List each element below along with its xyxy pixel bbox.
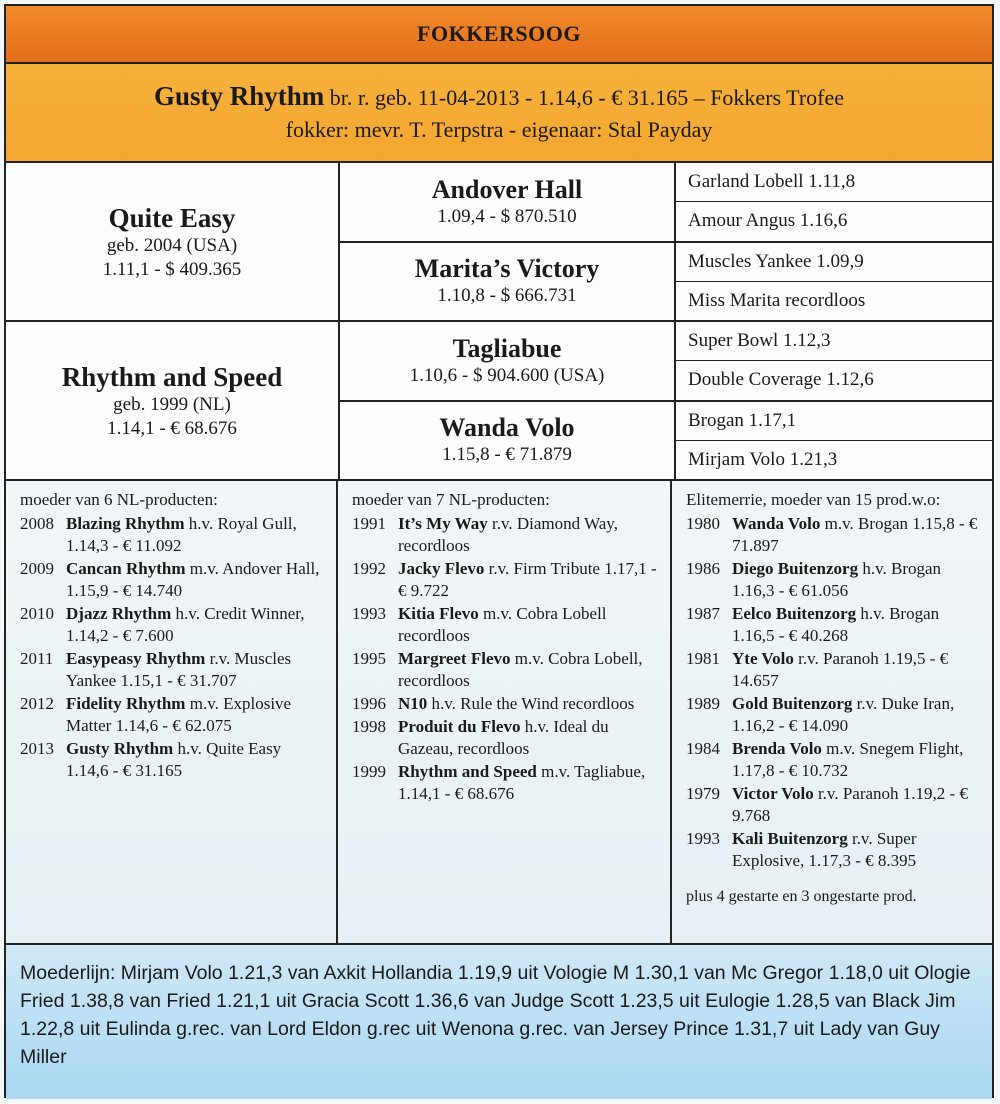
dam-record: 1.14,1 - € 68.676 [107, 417, 237, 439]
dam-cell [6, 320, 338, 479]
sire-name: Quite Easy [108, 202, 236, 233]
progeny-entry [686, 828, 982, 872]
breeder-owner: fokker: mevr. T. Terpstra - eigenaar: Stal Payday [285, 116, 713, 142]
progeny-entry [20, 513, 326, 557]
progeny-name: Yte Volo [732, 649, 794, 668]
progeny-entry [686, 783, 982, 827]
progeny-details: h.v. Brogan 1.16,5 - € 40.268 [732, 604, 940, 645]
grandparents-column [340, 163, 676, 479]
progeny-name: Wanda Volo [732, 514, 821, 533]
dam-dam-cell [340, 400, 674, 480]
progeny-entry [686, 648, 982, 692]
progeny-extra-note: plus 4 gestarte en 3 ongestarte prod. [686, 888, 917, 905]
progeny-entry [686, 558, 982, 602]
progeny-year: 2008 [20, 514, 54, 533]
horse-summary [154, 80, 844, 114]
horse-header [6, 64, 992, 163]
progeny-year: 1989 [686, 694, 720, 713]
great-granddam-progeny-column [672, 481, 992, 943]
progeny-name: Blazing Rhythm [66, 514, 185, 533]
progeny-text [66, 738, 326, 782]
progeny-entry [20, 738, 326, 782]
progeny-name: Kitia Flevo [398, 604, 479, 623]
progeny-text [398, 648, 660, 692]
dam-dam-name: Wanda Volo [439, 413, 575, 443]
great-grandparent: Amour Angus 1.16,6 [676, 201, 992, 240]
dam-progeny-column [6, 481, 338, 943]
progeny-year: 1986 [686, 559, 720, 578]
progeny-text [66, 513, 326, 557]
progeny-entry [20, 648, 326, 692]
progeny-intro: moeder van 7 NL-producten: [352, 490, 550, 509]
progeny-details: m.v. Cobra Lobell recordloos [398, 604, 607, 645]
progeny-text [398, 603, 660, 647]
progeny-year: 1995 [352, 649, 386, 668]
progeny-entry [20, 693, 326, 737]
progeny-year: 1993 [352, 604, 386, 623]
great-grandparent: Muscles Yankee 1.09,9 [676, 241, 992, 281]
progeny-entry [20, 603, 326, 647]
progeny-year: 1984 [686, 739, 720, 758]
progeny-year: 1991 [352, 514, 386, 533]
progeny-intro: Elitemerrie, moeder van 15 prod.w.o: [686, 490, 941, 509]
parents-column [6, 163, 340, 479]
progeny-name: Jacky Flevo [398, 559, 485, 578]
horse-details: br. r. geb. 11-04-2013 - 1.14,6 - € 31.165 – Fokkers Trofee [324, 84, 845, 110]
progeny-name: Cancan Rhythm [66, 559, 186, 578]
progeny-entry [686, 738, 982, 782]
sire-record: 1.11,1 - $ 409.365 [102, 258, 242, 280]
dam-name: Rhythm and Speed [61, 361, 283, 392]
dam-sire-cell [340, 320, 674, 400]
progeny-name: N10 [398, 694, 428, 713]
great-grandparent: Double Coverage 1.12,6 [676, 360, 992, 399]
progeny-details: m.v. Brogan 1.15,8 - € 71.897 [732, 514, 978, 555]
progeny-name: Brenda Volo [732, 739, 822, 758]
page-title: FOKKERSOOG [6, 6, 992, 64]
progeny-year: 1987 [686, 604, 720, 623]
progeny-details: r.v. Firm Tribute 1.17,1 - € 9.722 [398, 559, 657, 600]
progeny-name: Kali Buitenzorg [732, 829, 848, 848]
progeny-entry [352, 603, 660, 647]
progeny-text [66, 558, 326, 602]
progeny-name: Rhythm and Speed [398, 762, 537, 781]
progeny-list [20, 513, 326, 782]
progeny-entry [686, 513, 982, 557]
progeny-details: r.v. Diamond Way, recordloos [398, 514, 618, 555]
progeny-name: Fidelity Rhythm [66, 694, 186, 713]
progeny-details: r.v. Super Explosive, 1.17,3 - € 8.395 [732, 829, 917, 870]
progeny-entry [686, 603, 982, 647]
progeny-entry [352, 693, 660, 715]
pedigree-grid [6, 163, 992, 481]
progeny-year: 1993 [686, 829, 720, 848]
progeny-entry [352, 716, 660, 760]
progeny-year: 1979 [686, 784, 720, 803]
progeny-text [732, 828, 982, 872]
progeny-entry [352, 761, 660, 805]
progeny-name: Gusty Rhythm [66, 739, 174, 758]
pedigree-sheet [4, 4, 994, 1098]
progeny-details: h.v. Ideal du Gazeau, recordloos [398, 717, 609, 758]
dam-born: geb. 1999 (NL) [113, 393, 231, 415]
progeny-year: 1996 [352, 694, 386, 713]
progeny-name: Diego Buitenzorg [732, 559, 859, 578]
progeny-section [6, 481, 992, 945]
great-grandparent: Super Bowl 1.12,3 [676, 320, 992, 360]
progeny-year: 1980 [686, 514, 720, 533]
progeny-details: h.v. Rule the Wind recordloos [427, 694, 635, 713]
progeny-details: h.v. Royal Gull, 1.14,3 - € 11.092 [66, 514, 297, 555]
progeny-name: It’s My Way [398, 514, 488, 533]
dam-line-footer: Moederlijn: Mirjam Volo 1.21,3 van Axkit Hollandia 1.19,9 uit Vologie M 1.30,1 van Mc Gregor 1.18,0 uit Ologie Fried 1.38,8 van Fried 1.21,1 uit Gracia Scott 1.36,6 van Judge Scott 1.23,5 uit Eulogie 1.28,5 van Black Jim 1.22,8 uit Eulinda g.rec. van Lord Eldon g.rec uit Wenona g.rec. van Jersey Prince 1.31,7 uit Lady van Guy Miller [6, 945, 992, 1099]
progeny-entry [352, 558, 660, 602]
progeny-details: r.v. Paranoh 1.19,5 - € 14.657 [732, 649, 949, 690]
progeny-details: r.v. Paranoh 1.19,2 - € 9.768 [732, 784, 968, 825]
progeny-name: Margreet Flevo [398, 649, 511, 668]
great-grandparents-column [676, 163, 992, 479]
progeny-details: m.v. Cobra Lobell, recordloos [398, 649, 643, 690]
progeny-year: 2011 [20, 649, 54, 668]
progeny-text [732, 693, 982, 737]
progeny-details: r.v. Muscles Yankee 1.15,1 - € 31.707 [66, 649, 292, 690]
progeny-details: m.v. Tagliabue, 1.14,1 - € 68.676 [398, 762, 646, 803]
progeny-year: 1992 [352, 559, 386, 578]
great-grandparent: Miss Marita recordloos [676, 281, 992, 320]
progeny-details: r.v. Duke Iran, 1.16,2 - € 14.090 [732, 694, 955, 735]
progeny-details: h.v. Credit Winner, 1.14,2 - € 7.600 [66, 604, 305, 645]
horse-name: Gusty Rhythm [153, 80, 325, 111]
progeny-year: 1998 [352, 717, 386, 736]
progeny-text [398, 716, 660, 760]
progeny-list [352, 513, 660, 805]
sire-sire-record: 1.09,4 - $ 870.510 [437, 205, 577, 227]
progeny-details: m.v. Snegem Flight, 1.17,8 - € 10.732 [732, 739, 964, 780]
sire-dam-cell [340, 241, 674, 321]
progeny-entry [352, 513, 660, 557]
progeny-name: Gold Buitenzorg [732, 694, 853, 713]
progeny-year: 1981 [686, 649, 720, 668]
progeny-year: 2012 [20, 694, 54, 713]
progeny-details: h.v. Brogan 1.16,3 - € 61.056 [732, 559, 942, 600]
dam-sire-name: Tagliabue [452, 333, 562, 363]
great-grandparent: Garland Lobell 1.11,8 [688, 171, 856, 193]
progeny-details: m.v. Explosive Matter 1.14,6 - € 62.075 [66, 694, 292, 735]
progeny-text [732, 513, 982, 557]
great-grandparent: Mirjam Volo 1.21,3 [676, 440, 992, 479]
progeny-name: Victor Volo [732, 784, 814, 803]
sire-sire-name: Andover Hall [431, 174, 583, 204]
progeny-text [398, 558, 660, 602]
progeny-list [686, 513, 982, 872]
sire-dam-name: Marita’s Victory [414, 254, 600, 284]
progeny-entry [352, 648, 660, 692]
progeny-text [732, 783, 982, 827]
progeny-text [66, 693, 326, 737]
sire-sire-cell [340, 163, 674, 241]
progeny-intro: moeder van 6 NL-producten: [20, 490, 218, 509]
sire-dam-record: 1.10,8 - $ 666.731 [437, 285, 577, 307]
progeny-text [732, 558, 982, 602]
progeny-name: Djazz Rhythm [66, 604, 172, 623]
progeny-text [398, 693, 660, 715]
dam-sire-record: 1.10,6 - $ 904.600 (USA) [409, 364, 605, 386]
progeny-entry [686, 693, 982, 737]
progeny-details: h.v. Quite Easy 1.14,6 - € 31.165 [66, 739, 282, 780]
progeny-year: 2009 [20, 559, 54, 578]
progeny-name: Eelco Buitenzorg [732, 604, 857, 623]
progeny-text [732, 738, 982, 782]
dam-dam-record: 1.15,8 - € 71.879 [442, 444, 572, 466]
granddam-progeny-column [338, 481, 672, 943]
great-grandparent: Brogan 1.17,1 [676, 400, 992, 440]
progeny-year: 2013 [20, 739, 54, 758]
progeny-text [732, 648, 982, 692]
progeny-text [732, 603, 982, 647]
progeny-details: m.v. Andover Hall, 1.15,9 - € 14.740 [66, 559, 320, 600]
progeny-text [398, 761, 660, 805]
progeny-text [66, 603, 326, 647]
progeny-text [66, 648, 326, 692]
progeny-entry [20, 558, 326, 602]
progeny-name: Easypeasy Rhythm [66, 649, 206, 668]
progeny-year: 1999 [352, 762, 386, 781]
progeny-text [398, 513, 660, 557]
sire-born: geb. 2004 (USA) [106, 234, 238, 256]
progeny-name: Produit du Flevo [398, 717, 521, 736]
progeny-year: 2010 [20, 604, 54, 623]
sire-cell [6, 163, 338, 320]
